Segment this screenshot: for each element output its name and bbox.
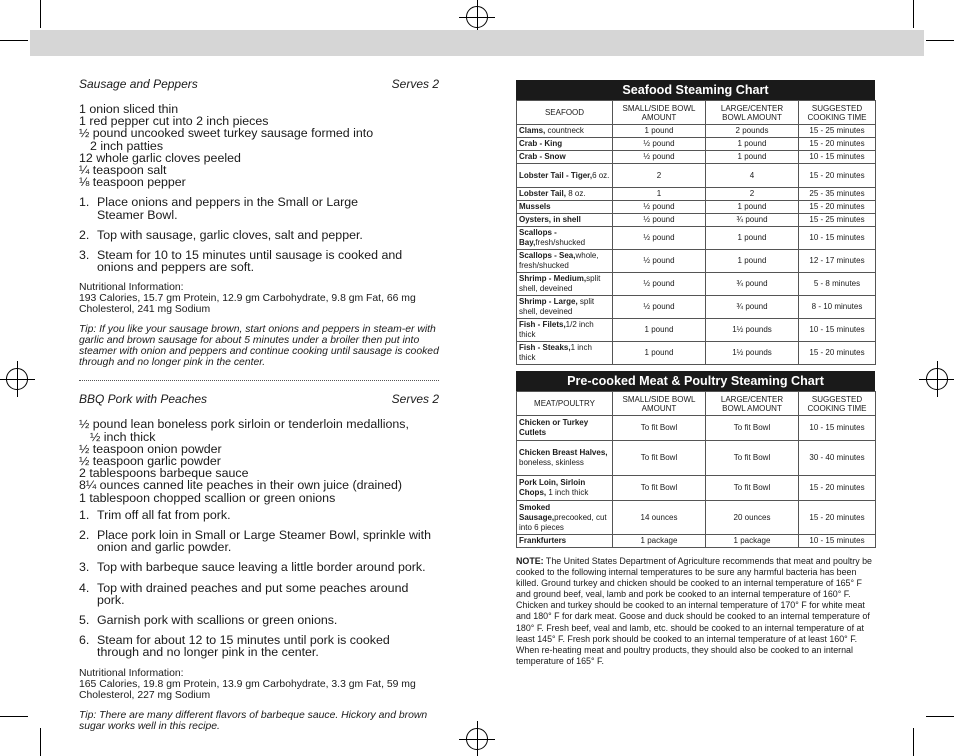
cooking-time-cell: 10 - 15 minutes xyxy=(799,151,876,164)
cooking-time-cell: 15 - 20 minutes xyxy=(799,476,876,501)
ingredient: ½ pound uncooked sweet turkey sausage formed into xyxy=(79,126,374,141)
small-amount-cell: To fit Bowl xyxy=(613,476,706,501)
ingredient: 8¼ ounces canned lite peaches in their own juice (drained) xyxy=(79,478,403,493)
small-amount-cell: 14 ounces xyxy=(613,501,706,535)
nutrition-text: 193 Calories, 15.7 gm Protein, 12.9 gm Carbohydrate, 9.8 gm Fat, 66 mg Cholesterol, 241 mg Sodium xyxy=(79,293,416,316)
recipe-tip: Tip: There are many different flavors of barbeque sauce. Hickory and brown sugar works well in this recipe. xyxy=(79,709,428,732)
table-row xyxy=(517,125,876,138)
nutrition-text: 165 Calories, 19.8 gm Protein, 13.9 gm Carbohydrate, 3.3 gm Fat, 59 mg Cholesterol, 227 mg Sodium xyxy=(79,678,416,701)
nutrition-label: Nutritional Information: xyxy=(79,282,184,294)
item-name-cell: Scallops - Bay,fresh/shucked xyxy=(517,227,613,250)
table-row xyxy=(517,296,876,319)
table-row xyxy=(517,227,876,250)
meat-table xyxy=(516,391,876,548)
table-row xyxy=(517,214,876,227)
small-amount-cell: 1 pound xyxy=(613,342,706,365)
recipe-tip: Tip: If you like your sausage brown, start onions and peppers in steam-er with garlic and brown sausage for about 5 minutes under a broiler then put into steamer with onion and peppers and continue cooking until sausage is cooked through and no longer pink in the center. xyxy=(79,324,439,369)
large-amount-cell: 1½ pounds xyxy=(706,342,799,365)
large-amount-cell: 2 pounds xyxy=(706,125,799,138)
ingredient: ½ inch thick xyxy=(90,429,156,444)
step: 2. Place pork loin in Small or Large Steamer Bowl, sprinkle with onion and garlic powder. xyxy=(79,528,432,555)
small-amount-cell: To fit Bowl xyxy=(613,441,706,476)
table-header-row xyxy=(517,101,876,125)
small-amount-cell: ½ pound xyxy=(613,227,706,250)
column-header: SMALL/SIDE BOWL AMOUNT xyxy=(613,101,706,125)
item-name-cell: Frankfurters xyxy=(517,535,613,548)
small-amount-cell: 1 xyxy=(613,188,706,201)
cooking-time-cell: 5 - 8 minutes xyxy=(799,273,876,296)
step: 2. Top with sausage, garlic cloves, salt and pepper. xyxy=(79,227,363,242)
registration-mark xyxy=(6,368,28,390)
large-amount-cell: 1½ pounds xyxy=(706,319,799,342)
large-amount-cell: 1 pound xyxy=(706,201,799,214)
ingredient: 2 inch patties xyxy=(90,138,164,153)
cooking-time-cell: 15 - 20 minutes xyxy=(799,501,876,535)
ingredient: 1 red pepper cut into 2 inch pieces xyxy=(79,114,269,129)
nutrition-info xyxy=(79,668,439,701)
recipe-title: Sausage and Peppers xyxy=(79,77,198,91)
small-amount-cell: ½ pound xyxy=(613,138,706,151)
small-amount-cell: ½ pound xyxy=(613,214,706,227)
large-amount-cell: To fit Bowl xyxy=(706,441,799,476)
item-name-cell: Scallops - Sea,whole, fresh/shucked xyxy=(517,250,613,273)
small-amount-cell: 1 pound xyxy=(613,125,706,138)
item-name-cell: Shrimp - Medium,split shell, deveined xyxy=(517,273,613,296)
table-header-row xyxy=(517,392,876,416)
table-row xyxy=(517,501,876,535)
registration-mark xyxy=(466,728,488,750)
table-row xyxy=(517,188,876,201)
usda-note xyxy=(516,556,876,667)
chart-title: Seafood Steaming Chart xyxy=(516,80,875,100)
table-row xyxy=(517,164,876,188)
step-list xyxy=(79,196,439,273)
ingredient: ⅛ teaspoon pepper xyxy=(79,175,186,190)
cooking-time-cell: 30 - 40 minutes xyxy=(799,441,876,476)
registration-mark xyxy=(926,368,948,390)
recipe-header xyxy=(79,392,439,406)
small-amount-cell: ½ pound xyxy=(613,273,706,296)
recipe-sausage-peppers xyxy=(79,77,439,368)
large-amount-cell: 20 ounces xyxy=(706,501,799,535)
table-row xyxy=(517,319,876,342)
step: 5. Garnish pork with scallions or green onions. xyxy=(79,613,338,628)
small-amount-cell: ½ pound xyxy=(613,201,706,214)
cooking-time-cell: 10 - 15 minutes xyxy=(799,416,876,441)
item-name-cell: Clams, countneck xyxy=(517,125,613,138)
cooking-time-cell: 15 - 20 minutes xyxy=(799,138,876,151)
ingredient: 1 tablespoon chopped scallion or green onions xyxy=(79,490,336,505)
step: 4. Top with drained peaches and put some peaches around pork. xyxy=(79,580,409,607)
table-row xyxy=(517,201,876,214)
ingredient: ½ teaspoon garlic powder xyxy=(79,454,221,469)
item-name-cell: Crab - Snow xyxy=(517,151,613,164)
item-name-cell: Lobster Tail - Tiger,6 oz. xyxy=(517,164,613,188)
cooking-time-cell: 15 - 20 minutes xyxy=(799,164,876,188)
divider xyxy=(79,380,439,381)
large-amount-cell: 2 xyxy=(706,188,799,201)
chart-title: Pre-cooked Meat & Poultry Steaming Chart xyxy=(516,371,875,391)
small-amount-cell: To fit Bowl xyxy=(613,416,706,441)
step: 1. Trim off all fat from pork. xyxy=(79,507,231,522)
item-name-cell: Pork Loin, Sirloin Chops, 1 inch thick xyxy=(517,476,613,501)
table-row xyxy=(517,416,876,441)
seafood-rows xyxy=(517,125,876,365)
cooking-time-cell: 25 - 35 minutes xyxy=(799,188,876,201)
table-row xyxy=(517,535,876,548)
ingredient: 2 tablespoons barbeque sauce xyxy=(79,466,249,481)
step: 1. Place onions and peppers in the Small or Large Steamer Bowl. xyxy=(79,195,359,222)
table-row xyxy=(517,273,876,296)
large-amount-cell: 4 xyxy=(706,164,799,188)
nutrition-label: Nutritional Information: xyxy=(79,667,184,679)
item-name-cell: Crab - King xyxy=(517,138,613,151)
item-name-cell: Oysters, in shell xyxy=(517,214,613,227)
column-header: SMALL/SIDE BOWL AMOUNT xyxy=(613,392,706,416)
header-bar xyxy=(30,30,924,56)
large-amount-cell: ¾ pound xyxy=(706,296,799,319)
cooking-time-cell: 10 - 15 minutes xyxy=(799,319,876,342)
small-amount-cell: 1 pound xyxy=(613,319,706,342)
crop-mark xyxy=(0,40,28,41)
item-name-cell: Lobster Tail, 8 oz. xyxy=(517,188,613,201)
recipe-bbq-pork xyxy=(79,392,439,731)
cooking-time-cell: 15 - 20 minutes xyxy=(799,342,876,365)
column-header: SUGGESTED COOKING TIME xyxy=(799,101,876,125)
cooking-time-cell: 15 - 25 minutes xyxy=(799,214,876,227)
item-name-cell: Smoked Sausage,precooked, cut into 6 pieces xyxy=(517,501,613,535)
ingredient: ¼ teaspoon salt xyxy=(79,163,167,178)
step: 6. Steam for about 12 to 15 minutes until pork is cooked through and no longer pink in the center. xyxy=(79,633,390,660)
step-list xyxy=(79,509,439,659)
recipes-column xyxy=(79,77,439,732)
registration-mark xyxy=(466,6,488,28)
column-header: MEAT/POULTRY xyxy=(517,392,613,416)
crop-mark xyxy=(40,0,41,28)
cooking-time-cell: 10 - 15 minutes xyxy=(799,227,876,250)
crop-mark xyxy=(913,0,914,28)
recipe-header xyxy=(79,77,439,91)
large-amount-cell: To fit Bowl xyxy=(706,416,799,441)
seafood-table xyxy=(516,100,876,365)
item-name-cell: Chicken or Turkey Cutlets xyxy=(517,416,613,441)
step: 3. Steam for 10 to 15 minutes until sausage is cooked and onions and peppers are soft. xyxy=(79,248,403,275)
ingredient: 12 whole garlic cloves peeled xyxy=(79,150,241,165)
ingredient: ½ teaspoon onion powder xyxy=(79,441,222,456)
table-row xyxy=(517,441,876,476)
crop-mark xyxy=(40,728,41,756)
large-amount-cell: 1 package xyxy=(706,535,799,548)
item-name-cell: Shrimp - Large, split shell, deveined xyxy=(517,296,613,319)
ingredient-list xyxy=(79,103,439,188)
seafood-chart xyxy=(516,80,875,365)
ingredient-list xyxy=(79,418,439,503)
large-amount-cell: 1 pound xyxy=(706,250,799,273)
large-amount-cell: To fit Bowl xyxy=(706,476,799,501)
ingredient: 1 onion sliced thin xyxy=(79,102,179,116)
recipe-serves: Serves 2 xyxy=(391,77,439,91)
large-amount-cell: ¾ pound xyxy=(706,214,799,227)
column-header: SEAFOOD xyxy=(517,101,613,125)
note-label: NOTE: xyxy=(516,556,544,566)
recipe-title: BBQ Pork with Peaches xyxy=(79,392,208,407)
note-text: The United States Department of Agriculture recommends that meat and poultry be cooked to the following internal temperatures to be sure any harmful bacteria has been killed. Ground turkey and chicken should be cooked to an internal temperature of 165° F and ground beef, veal, lamb and pork be cooked to an internal temperature of 160° F. Chicken and turkey should be cooked to an internal temperature of 170° F for white meat and 180° F for dark meat. Goose and duck should be cooked to an internal temperature of 180° F. Fresh beef, veal and lamb, etc. should be cooked to an internal temperature of at least 145° F. Fresh pork should be cooked to an internal temperature of at least 160° F. When re-heating meat and poultry products, they should also be cooked to an internal temperature of 165° F. xyxy=(516,556,872,666)
table-row xyxy=(517,342,876,365)
large-amount-cell: 1 pound xyxy=(706,151,799,164)
item-name-cell: Mussels xyxy=(517,201,613,214)
small-amount-cell: ½ pound xyxy=(613,296,706,319)
recipe-serves: Serves 2 xyxy=(391,392,439,407)
large-amount-cell: 1 pound xyxy=(706,138,799,151)
crop-mark xyxy=(913,728,914,756)
table-row xyxy=(517,250,876,273)
table-row xyxy=(517,151,876,164)
item-name-cell: Chicken Breast Halves, boneless, skinless xyxy=(517,441,613,476)
column-header: LARGE/CENTER BOWL AMOUNT xyxy=(706,392,799,416)
crop-mark xyxy=(926,40,954,41)
cooking-time-cell: 12 - 17 minutes xyxy=(799,250,876,273)
meat-rows xyxy=(517,416,876,548)
crop-mark xyxy=(926,716,954,717)
meat-poultry-chart xyxy=(516,371,875,548)
nutrition-info xyxy=(79,282,439,315)
large-amount-cell: ¾ pound xyxy=(706,273,799,296)
item-name-cell: Fish - Steaks,1 inch thick xyxy=(517,342,613,365)
column-header: LARGE/CENTER BOWL AMOUNT xyxy=(706,101,799,125)
table-row xyxy=(517,476,876,501)
table-row xyxy=(517,138,876,151)
small-amount-cell: ½ pound xyxy=(613,151,706,164)
small-amount-cell: 1 package xyxy=(613,535,706,548)
small-amount-cell: ½ pound xyxy=(613,250,706,273)
step: 3. Top with barbeque sauce leaving a little border around pork. xyxy=(79,560,426,575)
cooking-time-cell: 8 - 10 minutes xyxy=(799,296,876,319)
ingredient: ½ pound lean boneless pork sirloin or tenderloin medallions, xyxy=(79,417,409,432)
small-amount-cell: 2 xyxy=(613,164,706,188)
cooking-time-cell: 15 - 20 minutes xyxy=(799,201,876,214)
cooking-time-cell: 15 - 25 minutes xyxy=(799,125,876,138)
crop-mark xyxy=(0,716,28,717)
item-name-cell: Fish - Filets,1/2 inch thick xyxy=(517,319,613,342)
large-amount-cell: 1 pound xyxy=(706,227,799,250)
column-header: SUGGESTED COOKING TIME xyxy=(799,392,876,416)
cooking-time-cell: 10 - 15 minutes xyxy=(799,535,876,548)
